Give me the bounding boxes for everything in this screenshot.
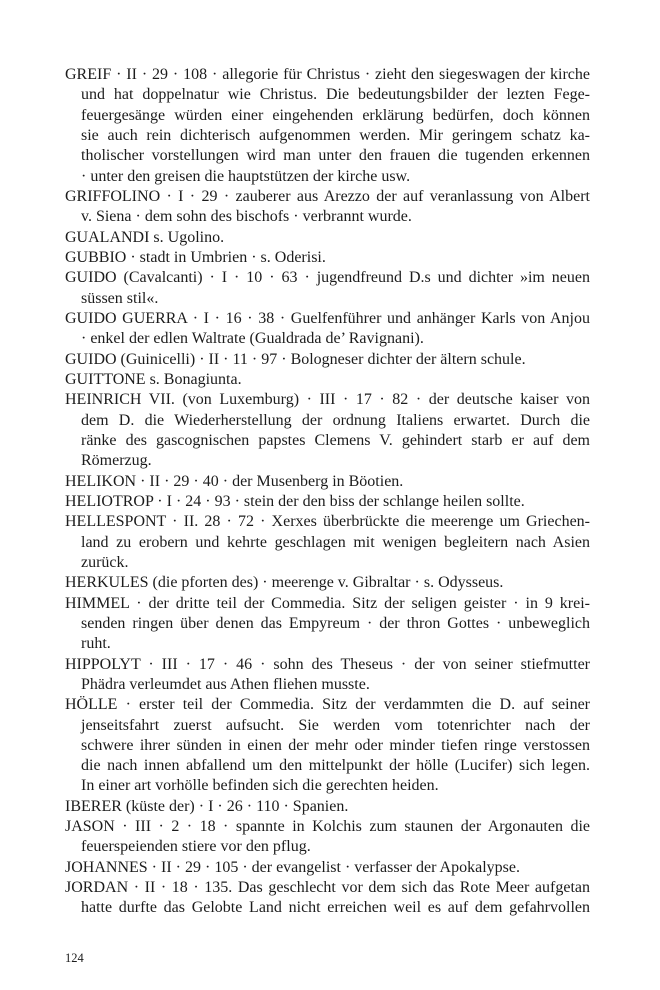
entry-line: HIPPOLYT · III · 17 · 46 · sohn des Theseus · der von seiner stiefmutter (65, 655, 590, 673)
entry-line: feuerspeienden stiere vor den pflug. (81, 838, 311, 856)
entry-line: JASON · III · 2 · 18 · spannte in Kolchis zum staunen der Argonauten die (65, 818, 590, 836)
entry-line: sie auch rein dichterisch aufgenommen werden. Mir geringem schatz ka- (81, 126, 590, 144)
entry-line: ruht. (81, 635, 111, 653)
entry-line: GUIDO (Guinicelli) · II · 11 · 97 · Bologneser dichter der ältern schule. (65, 350, 526, 368)
entry-line: HELLESPONT · II. 28 · 72 · Xerxes überbrückte die meerenge um Griechen- (65, 513, 590, 531)
entry-line: HELIKON · II · 29 · 40 · der Musenberg in Böotien. (65, 472, 404, 490)
entry-line: HÖLLE · erster teil der Commedia. Sitz der verdammten die D. auf seiner (65, 696, 590, 714)
entry-line: HEINRICH VII. (von Luxemburg) · III · 17 · 82 · der deutsche kaiser von (65, 391, 590, 409)
entry-line: IBERER (küste der) · I · 26 · 110 · Spanien. (65, 797, 349, 815)
glossary-entry-johannes (65, 858, 590, 878)
glossary-entry-jason (65, 817, 590, 858)
entry-line: senden ringen über denen das Empyreum · der thron Gottes · unbeweglich (81, 614, 590, 632)
entry-line: · unter den greisen die hauptstützen der kirche usw. (81, 167, 411, 185)
entry-line: hatte durfte das Gelobte Land nicht erreichen weil es auf dem gefahrvollen (81, 899, 590, 917)
entry-line: tholischer vorstellungen wird man unter den frauen die tugenden erkennen (81, 147, 590, 165)
page-number: 124 (65, 951, 84, 965)
entry-line: JOHANNES · II · 29 · 105 · der evangelist · verfasser der Apokalypse. (65, 858, 520, 876)
entry-line: GRIFFOLINO · I · 29 · zauberer aus Arezzo der auf veranlassung von Albert (65, 187, 590, 205)
glossary-entry-herkules (65, 573, 590, 593)
entry-line: · enkel der edlen Waltrate (Gualdrada de’ Ravignani). (81, 330, 424, 348)
glossary-text (65, 65, 590, 919)
glossary-entry-gubbio (65, 248, 590, 268)
entry-line: dem D. die Wiederherstellung der ordnung Italiens erwartet. Durch die (81, 411, 590, 429)
entry-line: ränke des gascognischen papstes Clemens V. gehindert starb er auf dem (81, 431, 590, 449)
glossary-entry-guido-cavalcanti (65, 268, 590, 309)
glossary-entry-iberer (65, 797, 590, 817)
glossary-entry-hippolyt (65, 655, 590, 696)
glossary-entry-hellespont (65, 512, 590, 573)
entry-line: HIMMEL · der dritte teil der Commedia. Sitz der seligen geister · in 9 krei- (65, 594, 590, 612)
entry-line: HELIOTROP · I · 24 · 93 · stein der den biss der schlange heilen sollte. (65, 492, 525, 510)
entry-line: jenseitsfahrt zuerst aufsucht. Sie werden vom totenrichter nach der (81, 716, 590, 734)
glossary-entry-hoelle (65, 695, 590, 797)
entry-line: GUIDO GUERRA · I · 16 · 38 · Guelfenführer und anhänger Karls von Anjou (65, 309, 590, 327)
glossary-entry-guido-guinicelli (65, 350, 590, 370)
entry-line: In einer art vorhölle befinden sich die gerechten heiden. (81, 777, 439, 795)
entry-line: zurück. (81, 553, 129, 571)
glossary-entry-heliotrop (65, 492, 590, 512)
glossary-entry-greif (65, 65, 590, 187)
entry-line: Römerzug. (81, 452, 152, 470)
entry-line: Phädra verleumdet aus Athen fliehen musste. (81, 675, 370, 693)
entry-line: GUBBIO · stadt in Umbrien · s. Oderisi. (65, 248, 326, 266)
entry-line: feuergesänge würden einer eingehenden erklärung bedürfen, doch können (81, 106, 590, 124)
glossary-entry-griffolino (65, 187, 590, 228)
glossary-entry-gualandi (65, 228, 590, 248)
entry-line: HERKULES (die pforten des) · meerenge v. Gibraltar · s. Odysseus. (65, 574, 504, 592)
entry-line: GREIF · II · 29 · 108 · allegorie für Christus · zieht den siegeswagen der kirche (65, 66, 590, 83)
entry-line: land zu erobern und kehrte geschlagen mit wenigen begleitern nach Asien (81, 533, 590, 551)
glossary-entry-guido-guerra (65, 309, 590, 350)
glossary-entry-himmel (65, 594, 590, 655)
entry-line: süssen stil«. (81, 289, 159, 307)
entry-line: GUIDO (Cavalcanti) · I · 10 · 63 · jugendfreund D.s und dichter »im neuen (65, 269, 590, 287)
entry-line: die nach innen abfallend um den mittelpunkt der hölle (Lucifer) sich legen. (81, 757, 590, 775)
glossary-entry-guittone (65, 370, 590, 390)
entry-line: GUALANDI s. Ugolino. (65, 228, 225, 246)
entry-line: GUITTONE s. Bonagiunta. (65, 370, 242, 388)
entry-line: und hat doppelnatur wie Christus. Die bedeutungsbilder der lezten Fege- (81, 86, 590, 104)
glossary-entry-jordan (65, 878, 590, 919)
entry-line: schwere ihrer sünden in einen der mehr oder minder tiefen ringe verstossen (81, 736, 590, 754)
entry-line: JORDAN · II · 18 · 135. Das geschlecht vor dem sich das Rote Meer aufgetan (65, 879, 590, 897)
glossary-entry-helikon (65, 472, 590, 492)
entry-line: v. Siena · dem sohn des bischofs · verbrannt wurde. (81, 208, 412, 226)
glossary-entry-heinrich (65, 390, 590, 471)
